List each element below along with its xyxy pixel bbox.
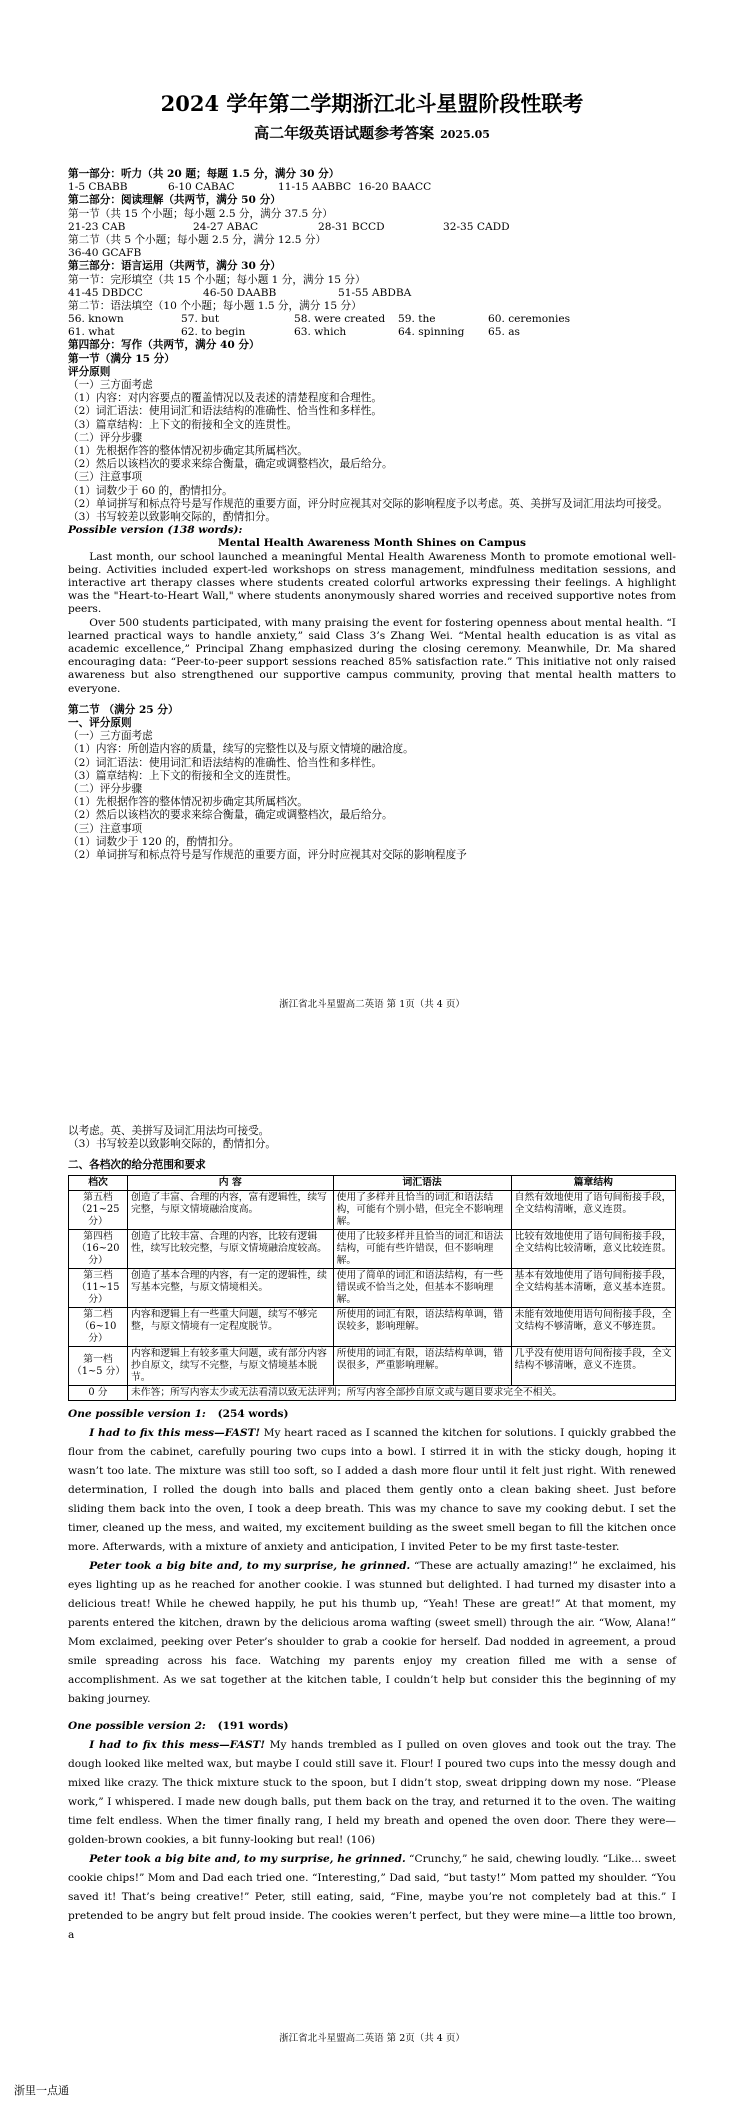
table-cell: 内容和逻辑上有较多重大问题，或有部分内容抄自原文，续写不完整，与原文情境基本脱节。 xyxy=(128,1346,334,1385)
table-cell: 创造了丰富、合理的内容，富有逻辑性，续写完整，与原文情境融洽度高。 xyxy=(128,1190,334,1229)
answer-item: 56. known xyxy=(68,313,124,326)
section-language-use: 第三部分：语言运用（共两节，满分 30 分） xyxy=(68,260,281,273)
essay-paragraph xyxy=(68,1736,676,1850)
rubric-line: （2）词汇语法：使用词汇和语法结构的准确性、恰当性和多样性。 xyxy=(68,756,382,769)
table-cell: 使用了多样并且恰当的词汇和语法结构，可能有个别小错，但完全不影响理解。 xyxy=(333,1190,511,1229)
reading-answers-1 xyxy=(68,221,676,234)
answer-item: 60. ceremonies xyxy=(488,313,571,326)
paragraph-text: My heart raced as I scanned the kitchen for solutions. I quickly grabbed the flour from the cabinet, carefully pouring two cups into a bowl. I stirred it in with the sticky dough, hoping it wasn’t too late. The mixture was still too soft, so I added a dash more flour until it felt just right. With renewed determination, I rolled the dough into balls and placed them gently onto a clean baking sheet. Just before sliding them back into the oven, I took a deep breath. This was my chance to save my cooking debut. I set the timer, cleaned up the mess, and waited, my excitement building as the sweet smell began to fill the kitchen once more. Afterwards, with a mixture of anxiety and anticipation, I invited Peter to be my first taste-tester. xyxy=(68,1426,676,1553)
rubric-line: （2）单词拼写和标点符号是写作规范的重要方面，评分时应视其对交际的影响程度予 xyxy=(68,849,467,862)
table-row xyxy=(69,1190,676,1229)
answer-item: 64. spinning xyxy=(398,326,465,339)
rubric-continued: （3）书写较差以致影响交际的，酌情扣分。 xyxy=(68,1138,277,1151)
essay-paragraph xyxy=(68,1424,676,1557)
table-header-row xyxy=(69,1175,676,1190)
page-footer: 浙江省北斗星盟高二英语 第 1页（共 4 页） xyxy=(279,999,465,1010)
paragraph-text: “Crunchy,” he said, chewing loudly. “Like... sweet cookie chips!” Mom and Dad each tried one. “Interesting,” Dad said, “but tasty!” Mom patted my shoulder. “You saved it! That’s being creative!” Peter, still eating, said, “Fine, maybe you’re not completely bad at this.” I pretended to be angry but felt proud inside. The cookies weren’t perfect, but they were mine—a little too brown, a xyxy=(68,1852,676,1941)
rubric-line: （1）先根据作答的整体情况初步确定其所属档次。 xyxy=(68,445,308,458)
writing-part1-heading: 第一节（满分 15 分） xyxy=(68,352,175,365)
table-cell: 第三档（11~15 分） xyxy=(69,1268,128,1307)
answer-item: 58. were created xyxy=(294,313,386,326)
essay-paragraph xyxy=(68,1557,676,1709)
column-header: 内 容 xyxy=(128,1175,334,1190)
section-listening: 第一部分：听力（共 20 题；每题 1.5 分，满分 30 分） xyxy=(68,168,340,180)
essay-title: Mental Health Awareness Month Shines on Campus xyxy=(218,537,526,550)
rubric-line: （2）单词拼写和标点符号是写作规范的重要方面，评分时应视其对交际的影响程度予以考虑。英、美拼写及词汇用法均可接受。 xyxy=(68,497,668,510)
rubric-continued: 以考虑。英、美拼写及词汇用法均可接受。 xyxy=(68,1125,270,1137)
paragraph-lead: Peter took a big bite and, to my surprise, he grinned. xyxy=(89,1559,411,1572)
brand-watermark: 浙里一点通 xyxy=(14,2084,69,2097)
grammar-answers-row-2 xyxy=(68,326,676,339)
essay-paragraph: Last month, our school launched a meaningful Mental Health Awareness Month to promote emotional well-being. Activities included expert-led workshops on stress management, mindfulness meditation sessions, and interactive art therapy classes where students created colorful artworks expressing their feelings. A highlight was the "Heart-to-Heart Wall," where students anonymously shared worries and received supportive notes from peers. xyxy=(68,550,676,616)
sample-version-1 xyxy=(68,1405,676,1709)
section-writing: 第四部分：写作（共两节，满分 40 分） xyxy=(68,339,260,352)
writing-part2-heading: 第二节 （满分 25 分） xyxy=(68,703,179,716)
answer-group: 16-20 BAACC xyxy=(358,181,432,194)
page-footer: 浙江省北斗星盟高二英语 第 2页（共 4 页） xyxy=(279,2033,465,2044)
reading-part1-note: 第一节（共 15 个小题；每小题 2.5 分，满分 37.5 分） xyxy=(68,207,333,220)
essay-paragraph xyxy=(68,1850,676,1945)
table-row xyxy=(69,1385,676,1400)
version-1-heading xyxy=(68,1405,676,1424)
table-cell: 使用了简单的词汇和语法结构，有一些错误或不恰当之处，但基本不影响理解。 xyxy=(333,1268,511,1307)
table-cell: 未能有效地使用语句间衔接手段，全文结构不够清晰，意义不够连贯。 xyxy=(511,1307,675,1346)
answer-body-2 xyxy=(68,1125,676,1945)
table-cell: 所使用的词汇有限，语法结构单调，错误很多，严重影响理解。 xyxy=(333,1346,511,1385)
table-row xyxy=(69,1229,676,1268)
grammar-note: 第二节：语法填空（10 个小题；每小题 1.5 分，满分 15 分） xyxy=(68,299,362,312)
table-cell: 第二档（6~10 分） xyxy=(69,1307,128,1346)
word-count: (254 words) xyxy=(217,1407,289,1420)
table-cell: 创造了比较丰富、合理的内容，比较有逻辑性，续写比较完整，与原文情境融洽度较高。 xyxy=(128,1229,334,1268)
answer-group: 6-10 CABAC xyxy=(168,181,235,194)
essay-paragraph: Over 500 students participated, with many praising the event for fostering openness about mental health. “I learned practical ways to handle anxiety,” said Class 3’s Zhang Wei. “Mental health education is as vital as academic excellence,” Principal Zhang emphasized during the closing ceremony. Meanwhile, Dr. Ma shared encouraging data: “Peer-to-peer support sessions reached 85% satisfaction rate.” This initiative not only raised awareness but also strengthened our supportive campus community, proving that mental health matters to everyone. xyxy=(68,616,676,695)
rubric-line: （3）书写较差以致影响交际的，酌情扣分。 xyxy=(68,511,277,524)
rubric-line: （3）篇章结构：上下文的衔接和全文的连贯性。 xyxy=(68,418,298,431)
reading-part2-note: 第二节（共 5 个小题；每小题 2.5 分，满分 12.5 分） xyxy=(68,233,327,246)
rubric-line: （一）三方面考虑 xyxy=(68,379,153,391)
rubric-line: （一）三方面考虑 xyxy=(68,730,153,743)
answer-group: 24-27 ABAC xyxy=(193,220,259,233)
answer-item: 62. to begin xyxy=(181,326,246,339)
column-header: 篇章结构 xyxy=(511,1175,675,1190)
table-cell: 内容和逻辑上有一些重大问题，续写不够完整，与原文情境有一定程度脱节。 xyxy=(128,1307,334,1346)
answer-item: 65. as xyxy=(488,326,520,339)
answer-item: 57. but xyxy=(181,313,220,326)
rubric-rules-2 xyxy=(68,730,676,862)
answer-group: 46-50 DAABB xyxy=(203,286,277,299)
listening-answers xyxy=(68,181,676,194)
possible-version-label: Possible version (138 words): xyxy=(68,524,243,537)
answer-item: 61. what xyxy=(68,326,115,339)
version-2-heading xyxy=(68,1717,676,1736)
rubric-line: （二）评分步骤 xyxy=(68,783,143,796)
cloze-answers xyxy=(68,287,676,300)
rubric-line: （1）内容：所创造内容的质量，续写的完整性以及与原文情境的融洽度。 xyxy=(68,743,414,756)
answer-group: 21-23 CAB xyxy=(68,220,126,233)
sample-version-2 xyxy=(68,1717,676,1945)
rubric-line: （2）然后以该档次的要求来综合衡量，确定或调整档次，最后给分。 xyxy=(68,458,393,471)
rubric-line: （1）内容：对内容要点的覆盖情况以及表述的清楚程度和合理性。 xyxy=(68,392,382,405)
answer-body xyxy=(68,168,676,862)
writing-part2-rubric-heading: 一、评分原则 xyxy=(68,717,132,730)
rubric-line: （2）然后以该档次的要求来综合衡量，确定或调整档次，最后给分。 xyxy=(68,809,393,822)
exam-date: 2025.05 xyxy=(440,128,490,141)
rubric-heading: 评分原则 xyxy=(68,365,111,378)
paragraph-lead: I had to fix this mess—FAST! xyxy=(89,1738,266,1751)
paragraph-lead: I had to fix this mess—FAST! xyxy=(89,1426,261,1439)
paragraph-lead: Peter took a big bite and, to my surprise, he grinned. xyxy=(89,1852,406,1865)
rubric-line: （二）评分步骤 xyxy=(68,431,143,444)
answer-key-page-1 xyxy=(0,0,744,1010)
answer-item: 59. the xyxy=(398,313,436,326)
answer-item: 63. which xyxy=(294,326,347,339)
version-label: One possible version 1: xyxy=(68,1407,206,1420)
table-cell: 自然有效地使用了语句间衔接手段，全文结构清晰，意义连贯。 xyxy=(511,1190,675,1229)
rubric-line: （三）注意事项 xyxy=(68,471,143,484)
answer-key-page-2 xyxy=(0,1125,744,2055)
table-cell: 使用了比较多样并且恰当的词汇和语法结构，可能有些许错误，但不影响理解。 xyxy=(333,1229,511,1268)
word-count: (191 words) xyxy=(217,1719,289,1732)
rubric-line: （1）词数少于 120 的，酌情扣分。 xyxy=(68,835,240,848)
table-cell: 比较有效地使用了语句间衔接手段，全文结构比较清晰，意义比较连贯。 xyxy=(511,1229,675,1268)
table-cell: 创造了基本合理的内容，有一定的逻辑性，续写基本完整，与原文情境相关。 xyxy=(128,1268,334,1307)
column-header: 词汇语法 xyxy=(333,1175,511,1190)
table-row xyxy=(69,1307,676,1346)
table-cell: 未作答；所写内容太少或无法看清以致无法评判；所写内容全部抄自原文或与题目要求完全不相关。 xyxy=(128,1385,676,1400)
table-row xyxy=(69,1268,676,1307)
answer-group: 1-5 CBABB xyxy=(68,181,128,194)
rubric-rules xyxy=(68,379,676,524)
table-cell: 0 分 xyxy=(69,1385,128,1400)
section-reading: 第二部分：阅读理解（共两节，满分 50 分） xyxy=(68,194,281,207)
reading-answers-2: 36-40 GCAFB xyxy=(68,247,142,260)
answer-group: 11-15 AABBC xyxy=(278,181,352,194)
subtitle-text: 高二年级英语试题参考答案 xyxy=(254,124,435,142)
table-cell: 几乎没有使用语句间衔接手段，全文结构不够清晰，意义不连贯。 xyxy=(511,1346,675,1385)
answer-group: 32-35 CADD xyxy=(443,220,510,233)
paragraph-text: “These are actually amazing!” he exclaimed, his eyes lighting up as he reached for another cookie. I was stunned but delighted. I had turned my disaster into a delicious treat! While he chewed happily, he put his thumb up, “Yeah! These are great!” At that moment, my parents entered the kitchen, drawn by the delicious aroma wafting (sweet smell) through the air. “Wow, Alana!” Mom exclaimed, peeking over Peter’s shoulder to grab a cookie for herself. Dad nodded in agreement, a proud smile spreading across his face. Watching my parents enjoy my creation filled me with a sense of accomplishment. As we sat together at the kitchen table, I couldn’t help but consider this the beginning of my baking journey. xyxy=(68,1559,676,1705)
rubric-line: （2）词汇语法：使用词汇和语法结构的准确性、恰当性和多样性。 xyxy=(68,405,382,418)
grammar-answers-row-1 xyxy=(68,313,676,326)
exam-subtitle xyxy=(0,122,744,143)
paragraph-text: My hands trembled as I pulled on oven gloves and took out the tray. The dough looked like melted wax, but maybe I could still save it. Flour! I poured two cups into the messy dough and mixed like crazy. The thick mixture stuck to the spoon, but I didn’t stop, sweat dripping down my nose. “Please work,” I whispered. I made new dough balls, put them back on the tray, and returned it to the oven. The waiting time felt endless. When the timer finally rang, I held my breath and opened the oven door. There they were—golden-brown cookies, a bit funny-looking but real! (106) xyxy=(68,1738,676,1846)
table-cell: 第一档（1~5 分） xyxy=(69,1346,128,1385)
version-label: One possible version 2: xyxy=(68,1719,206,1732)
rubric-line: （1）先根据作答的整体情况初步确定其所属档次。 xyxy=(68,796,308,809)
table-cell: 第四档（16~20 分） xyxy=(69,1229,128,1268)
column-header: 档次 xyxy=(69,1175,128,1190)
rubric-line: （3）篇章结构：上下文的衔接和全文的连贯性。 xyxy=(68,769,298,782)
cloze-note: 第一节：完形填空（共 15 个小题；每小题 1 分，满分 15 分） xyxy=(68,273,366,286)
table-cell: 所使用的词汇有限，语法结构单调，错误较多，影响理解。 xyxy=(333,1307,511,1346)
answer-group: 41-45 DBDCC xyxy=(68,286,143,299)
rubric-line: （1）词数少于 60 的，酌情扣分。 xyxy=(68,484,233,497)
answer-group: 51-55 ABDBA xyxy=(338,286,412,299)
score-table xyxy=(68,1175,676,1401)
score-table-heading: 二、各档次的给分范围和要求 xyxy=(68,1159,206,1172)
exam-title: 2024 学年第二学期浙江北斗星盟阶段性联考 xyxy=(160,91,584,116)
answer-group: 28-31 BCCD xyxy=(318,220,385,233)
table-cell: 基本有效地使用了语句间衔接手段，全文结构基本清晰，意义基本连贯。 xyxy=(511,1268,675,1307)
rubric-line: （三）注意事项 xyxy=(68,822,143,835)
table-cell: 第五档（21~25 分） xyxy=(69,1190,128,1229)
table-row xyxy=(69,1346,676,1385)
